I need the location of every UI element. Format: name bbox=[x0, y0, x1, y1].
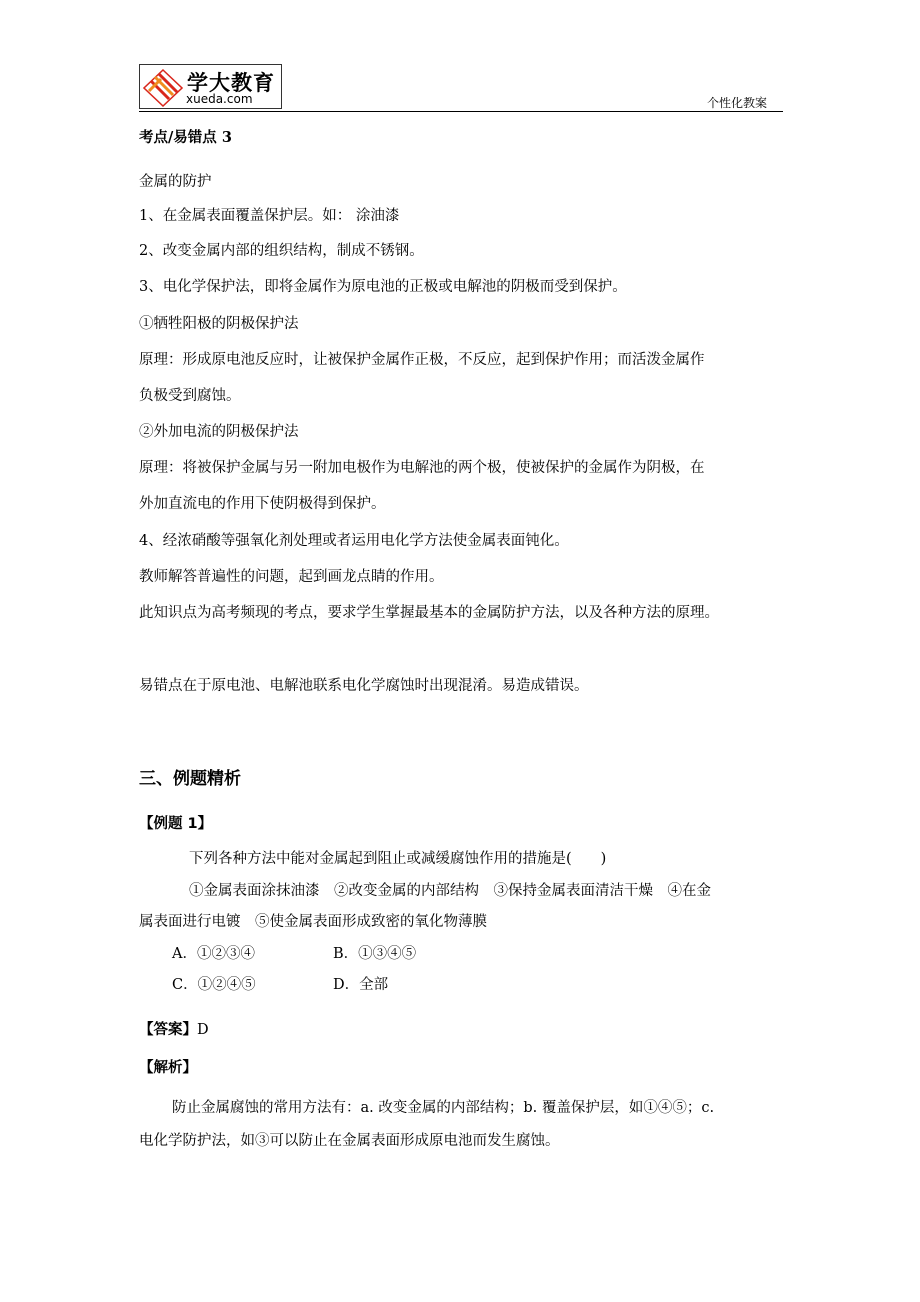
answer-row bbox=[139, 1020, 209, 1040]
analysis-line-1: 防止金属腐蚀的常用方法有：a. 改变金属的内部结构；b. 覆盖保护层，如①④⑤；c. bbox=[172, 1100, 715, 1116]
choice-d: D．全部 bbox=[333, 977, 389, 993]
example-question: 下列各种方法中能对金属起到阻止或减缓腐蚀作用的措施是( ) bbox=[189, 851, 607, 867]
example-label-text: 【例题 1】 bbox=[139, 816, 213, 832]
sub-method-1-line-2: 负极受到腐蚀。 bbox=[139, 388, 241, 404]
sub-method-2-line-2: 外加直流电的作用下使阴极得到保护。 bbox=[139, 496, 386, 512]
sub-method-2-title: ②外加电流的阴极保护法 bbox=[139, 424, 299, 440]
kaodian-topic: 金属的防护 bbox=[139, 174, 212, 190]
example-options-line-2: 属表面进行电镀 ⑤使金属表面形成致密的氧化物薄膜 bbox=[139, 914, 487, 930]
example-options-line-1: ①金属表面涂抹油漆 ②改变金属的内部结构 ③保持金属表面清洁干燥 ④在金 bbox=[189, 883, 711, 899]
header-divider bbox=[139, 111, 783, 112]
analysis-label: 【解析】 bbox=[139, 1060, 197, 1076]
header-label: 个性化教案 bbox=[707, 96, 768, 110]
sub-method-2-line-1: 原理：将被保护金属与另一附加电极作为电解池的两个极，使被保护的金属作为阴极，在 bbox=[139, 460, 705, 476]
analysis-row bbox=[139, 1058, 197, 1078]
logo-chinese-name: 学大教育 bbox=[187, 71, 275, 95]
sub-method-1-line-1: 原理：形成原电池反应时，让被保护金属作正极，不反应，起到保护作用；而活泼金属作 bbox=[139, 352, 705, 368]
answer-value: D bbox=[197, 1022, 209, 1038]
protection-item-4: 4、经浓硝酸等强氧化剂处理或者运用电化学方法使金属表面钝化。 bbox=[139, 533, 569, 549]
sub-method-1-title: ①牺牲阳极的阴极保护法 bbox=[139, 316, 299, 332]
choice-b: B．①③④⑤ bbox=[333, 946, 417, 962]
teacher-note: 教师解答普遍性的问题，起到画龙点睛的作用。 bbox=[139, 569, 444, 585]
xueda-logo bbox=[139, 64, 282, 109]
exam-note: 此知识点为高考频现的考点，要求学生掌握最基本的金属防护方法，以及各种方法的原理。 bbox=[139, 605, 719, 621]
choice-c: C．①②④⑤ bbox=[172, 977, 256, 993]
protection-item-2: 2、改变金属内部的组织结构，制成不锈钢。 bbox=[139, 243, 424, 259]
section-title: 三、例题精析 bbox=[139, 769, 241, 789]
kaodian-title: 考点/易错点 3 bbox=[139, 129, 232, 146]
logo-domain: xueda.com bbox=[186, 92, 253, 106]
answer-label: 【答案】 bbox=[139, 1022, 197, 1038]
protection-item-1: 1、在金属表面覆盖保护层。如： 涂油漆 bbox=[139, 208, 400, 224]
example-label bbox=[139, 814, 212, 834]
protection-item-3: 3、电化学保护法，即将金属作为原电池的正极或电解池的阴极而受到保护。 bbox=[139, 279, 627, 295]
choice-a: A．①②③④ bbox=[172, 946, 255, 962]
analysis-line-2: 电化学防护法，如③可以防止在金属表面形成原电池而发生腐蚀。 bbox=[139, 1133, 560, 1149]
xueda-logo-mark-icon bbox=[143, 69, 183, 107]
error-note: 易错点在于原电池、电解池联系电化学腐蚀时出现混淆。易造成错误。 bbox=[139, 678, 589, 694]
